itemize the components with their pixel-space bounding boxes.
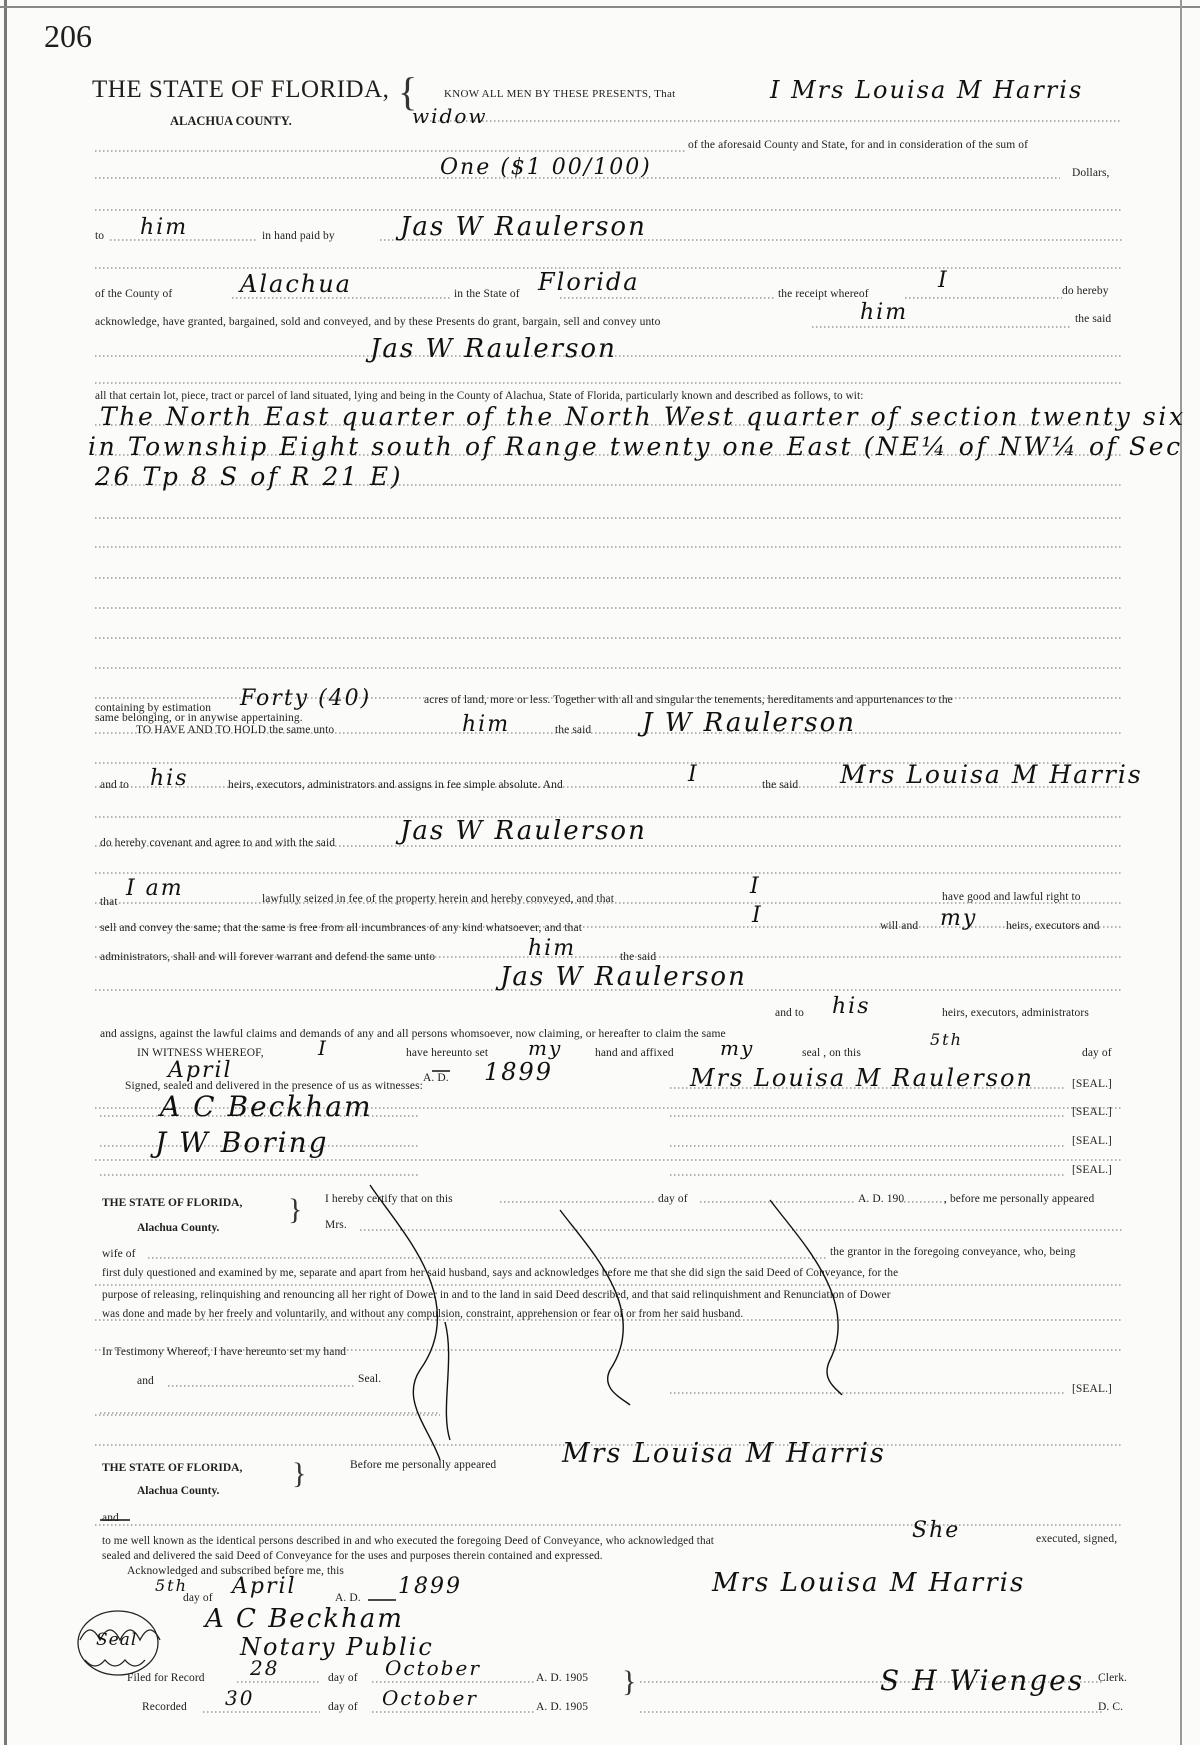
ack-and-struck: and	[102, 1512, 119, 1524]
seized-handwriting: I	[750, 874, 761, 899]
admins-handwriting: him	[528, 936, 577, 961]
dower-line-1: first duly questioned and examined by me, separate and apart from her said husband, says and acknowledges before me that she did sign the said Deed of Conveyance, for the	[102, 1267, 899, 1279]
dower-certify-text: I hereby certify that on this	[325, 1193, 453, 1205]
and-to-label-2: and to	[775, 1007, 805, 1019]
status-handwriting: widow	[412, 104, 488, 128]
in-witness-handwriting: I	[318, 1036, 328, 1060]
recorded-day-handwriting: 30	[225, 1686, 255, 1710]
page-number: 206	[44, 18, 92, 54]
dower-brace: }	[288, 1193, 303, 1226]
good-right-text: have good and lawful right to	[942, 891, 1081, 903]
affixed-handwriting: my	[720, 1036, 755, 1060]
ack-day-handwriting: 5th	[155, 1576, 188, 1595]
grantor2-handwriting: Mrs Louisa M Harris	[840, 760, 1143, 789]
assigns-text: and assigns, against the lawful claims and demands of any and all persons whomsoever, now claiming, or hereafter to claim the same	[100, 1028, 726, 1040]
that-label: that	[100, 896, 118, 908]
dower-grantor-text: the grantor in the foregoing conveyance, who, being	[830, 1246, 1076, 1258]
seal-1: [SEAL.]	[1072, 1078, 1112, 1090]
dower-before-text: , before me personally appeared	[944, 1193, 1095, 1205]
ack-month-handwriting: April	[232, 1574, 297, 1599]
and-to-label: and to	[100, 779, 130, 791]
seal-3: [SEAL.]	[1072, 1135, 1112, 1147]
receipt-handwriting: I	[938, 268, 949, 293]
grantor-signature: Mrs Louisa M Raulerson	[690, 1064, 1034, 1092]
ack-subscribed-text: Acknowledged and subscribed before me, this	[127, 1565, 344, 1577]
seal-on-text: seal , on this	[802, 1047, 861, 1059]
ack-signer-handwriting: Mrs Louisa M Harris	[712, 1568, 1026, 1598]
have-handwriting: him	[462, 712, 511, 737]
dower-line-2: purpose of releasing, relinquishing and renouncing all her right of Dower in and to the land in said Deed described, and that said relinquishment and Renunciation of Dower	[102, 1289, 891, 1301]
notary-seal-handwriting: Seal	[96, 1630, 138, 1650]
dower-line-3: was done and made by her freely and voluntarily, and without any compulsion, constraint, apprehension or fear of or from her said husband.	[102, 1308, 744, 1320]
set-handwriting: my	[528, 1036, 563, 1060]
ack-year-handwriting: 1899	[398, 1574, 462, 1599]
to-handwriting: him	[140, 215, 189, 240]
the-said-label-2: the said	[762, 779, 799, 791]
state-handwriting: Florida	[538, 268, 640, 296]
filed-ad: A. D. 1905	[536, 1672, 589, 1684]
notary-signature: A C Beckham	[205, 1604, 404, 1634]
seal-2: [SEAL.]	[1072, 1106, 1112, 1118]
the-said-label-3: the said	[620, 951, 657, 963]
witness-2-signature: J W Boring	[155, 1126, 329, 1159]
land-description-line-2: in Township Eight south of Range twenty one East (NE¼ of NW¼ of Sec	[88, 432, 1183, 461]
clerk-label: Clerk.	[1098, 1672, 1128, 1684]
filed-day-of: day of	[328, 1672, 358, 1684]
to-have-text: TO HAVE AND TO HOLD the same unto	[136, 724, 335, 736]
heirs-exec-text: heirs, executors and	[1006, 920, 1100, 932]
and-handwriting: I	[688, 762, 699, 787]
have-set-text: have hereunto set	[406, 1047, 489, 1059]
defend-name-handwriting: Jas W Raulerson	[500, 962, 747, 992]
land-description-line-1: The North East quarter of the North West quarter of section twenty six	[100, 402, 1186, 431]
will-handwriting: my	[940, 906, 978, 931]
ack-executed-text: executed, signed,	[1036, 1533, 1118, 1545]
recorded-day-of: day of	[328, 1701, 358, 1713]
hand-affixed-text: hand and affixed	[595, 1047, 674, 1059]
admins-text: administrators, shall and will forever warrant and defend the same unto	[100, 951, 436, 963]
that-handwriting: I am	[126, 876, 184, 901]
ack-line-1: to me well known as the identical persons described in and who executed the foregoing Deed of Conveyance, who acknowledged that	[102, 1535, 714, 1547]
recorded-month-handwriting: October	[382, 1686, 478, 1710]
payer-handwriting: Jas W Raulerson	[400, 212, 647, 242]
recorded-ad: A. D. 1905	[536, 1701, 589, 1713]
and-to-2-handwriting: his	[832, 994, 871, 1019]
will-and-label: will and	[880, 920, 919, 932]
ack-before-text: Before me personally appeared	[350, 1459, 497, 1471]
dower-and: and	[137, 1375, 154, 1387]
grantee-handwriting: Jas W Raulerson	[370, 334, 617, 364]
dower-state-title: THE STATE OF FLORIDA,	[102, 1197, 243, 1209]
day-handwriting: 5th	[930, 1030, 963, 1049]
day-of-label: day of	[1082, 1047, 1112, 1059]
land-description-line-3: 26 Tp 8 S of R 21 E)	[95, 462, 404, 491]
consideration-text: of the aforesaid County and State, for and in consideration of the sum of	[688, 139, 1029, 151]
dower-mrs: Mrs.	[325, 1219, 347, 1231]
covenant-handwriting: Jas W Raulerson	[400, 816, 647, 846]
acres-text: acres of land, more or less. Together with all and singular the tenements, hereditaments and appurtenances to the	[424, 694, 953, 706]
seal-4: [SEAL.]	[1072, 1164, 1112, 1176]
year-handwriting: 1899	[484, 1058, 554, 1086]
heirs-text: heirs, executors, administrators and assigns in fee simple absolute. And	[228, 779, 563, 791]
sell-text: sell and convey the same; that the same is free from all incumbrances of any kind whatsoever, and that	[100, 922, 583, 934]
recorded-label: Recorded	[142, 1701, 187, 1713]
grantor-handwriting: I Mrs Louisa M Harris	[770, 76, 1084, 104]
dc-label: D. C.	[1098, 1701, 1124, 1713]
intro-text: KNOW ALL MEN BY THESE PRESENTS, That	[444, 88, 676, 100]
dower-seal: [SEAL.]	[1072, 1383, 1112, 1395]
have-the-said: the said	[555, 724, 592, 736]
filed-for-record-label: Filed for Record	[127, 1672, 205, 1684]
header-brace: {	[398, 69, 418, 114]
ack-appeared-handwriting: Mrs Louisa M Harris	[562, 1438, 886, 1469]
month-handwriting: April	[168, 1058, 233, 1083]
ack-day-of: day of	[183, 1592, 213, 1604]
signed-sealed-text: Signed, sealed and delivered in the presence of us as witnesses:	[125, 1080, 423, 1092]
dower-wife-of: wife of	[102, 1248, 136, 1260]
have-name-handwriting: J W Raulerson	[642, 708, 856, 738]
county-of-label: of the County of	[95, 288, 173, 300]
heirs-exec-text-2: heirs, executors, administrators	[942, 1007, 1089, 1019]
dower-ad: A. D. 190	[858, 1193, 905, 1205]
seized-text: lawfully seized in fee of the property herein and hereby conveyed, and that	[262, 893, 615, 905]
ack-line-2: sealed and delivered the said Deed of Conveyance for the uses and purposes therein contained and expressed.	[102, 1550, 603, 1562]
dower-county-title: Alachua County.	[137, 1222, 220, 1234]
dower-seal-word: Seal.	[358, 1373, 382, 1385]
state-of-label: in the State of	[454, 288, 520, 300]
county-title: ALACHUA COUNTY.	[170, 114, 292, 128]
dollars-label: Dollars,	[1072, 167, 1110, 179]
containing-label: containing by estimation	[95, 702, 212, 714]
to-label: to	[95, 230, 105, 242]
and-to-handwriting: his	[150, 766, 189, 791]
state-title: THE STATE OF FLORIDA,	[92, 76, 390, 103]
dower-day-of: day of	[658, 1193, 688, 1205]
ack-county-title: Alachua County.	[137, 1485, 220, 1497]
ad-label: A. D.	[423, 1072, 449, 1084]
the-said-label: the said	[1075, 313, 1112, 325]
sell-handwriting: I	[752, 903, 763, 928]
county-handwriting: Alachua	[240, 270, 352, 298]
ack-state-title: THE STATE OF FLORIDA,	[102, 1462, 243, 1474]
unto-handwriting: him	[860, 300, 909, 325]
acres-handwriting: Forty (40)	[240, 686, 372, 711]
do-hereby-label: do hereby	[1062, 285, 1109, 297]
acknowledge-text: acknowledge, have granted, bargained, sold and conveyed, and by these Presents do grant, bargain, sell and convey unto	[95, 316, 661, 328]
record-brace: }	[622, 1665, 637, 1698]
ack-ad: A. D.	[335, 1592, 361, 1604]
amount-handwriting: One ($1 00/100)	[440, 155, 652, 180]
paid-by-label: in hand paid by	[262, 230, 335, 242]
receipt-label: the receipt whereof	[778, 288, 869, 300]
in-witness-text: IN WITNESS WHEREOF,	[137, 1047, 264, 1059]
land-intro-text: all that certain lot, piece, tract or parcel of land situated, lying and being in the County of Alachua, State of Florida, particularly known and described as follows, to wit:	[95, 390, 864, 402]
clerk-signature: S H Wienges	[880, 1664, 1085, 1697]
filed-day-handwriting: 28	[250, 1656, 280, 1680]
dower-testimony: In Testimony Whereof, I have hereunto set my hand	[102, 1346, 347, 1358]
filed-month-handwriting: October	[385, 1656, 481, 1680]
ack-she-handwriting: She	[912, 1518, 961, 1543]
notary-title-handwriting: Notary Public	[240, 1633, 434, 1661]
covenant-text: do hereby covenant and agree to and with the said	[100, 837, 336, 849]
belonging-text: same belonging, or in anywise appertaining.	[95, 712, 303, 724]
ack-brace: }	[292, 1457, 307, 1490]
witness-1-signature: A C Beckham	[160, 1090, 373, 1123]
